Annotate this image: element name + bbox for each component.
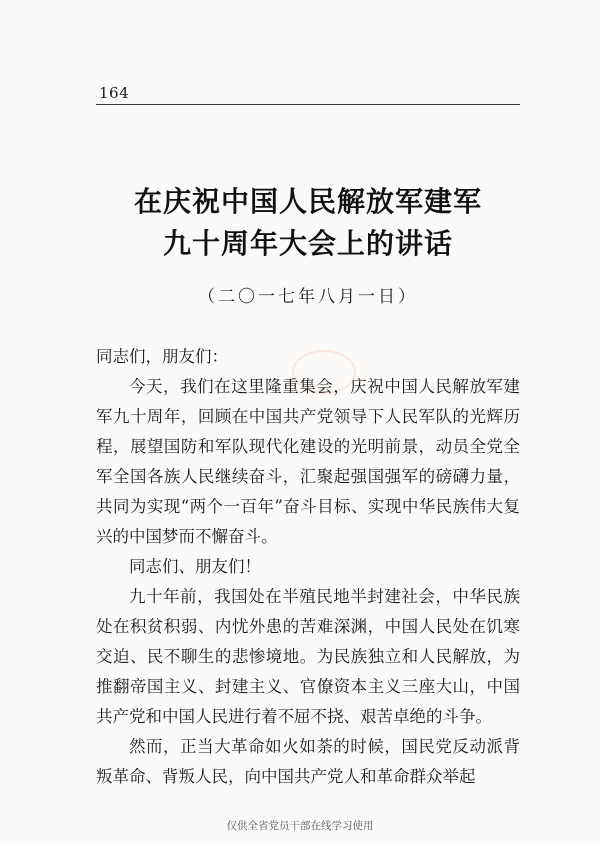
paragraph-3: 九十年前，我国处在半殖民地半封建社会，中华民族处在积贫积弱、内忧外患的苦难深渊，中国人民处在饥寒交迫、民不聊生的悲惨境地。为民族独立和人民解放，为推翻帝国主义、封建主义、官僚资本主义三座大山，中国共产党和中国人民进行着不屈不挠、艰苦卓绝的斗争。 — [96, 587, 520, 726]
speech-date: （二〇一七年八月一日） — [198, 287, 418, 307]
header-divider — [96, 104, 520, 105]
title-line-1: 在庆祝中国人民解放军建军 — [133, 185, 482, 218]
paragraph-2: 同志们、朋友们！ — [129, 557, 261, 576]
greeting: 同志们，朋友们： — [96, 347, 228, 366]
title-line-2: 九十周年大会上的讲话 — [162, 227, 453, 260]
footer-notice: 仅供全省党员干部在线学习使用 — [226, 820, 374, 832]
page-number: 164 — [99, 84, 130, 102]
paragraph-4: 然而，正当大革命如火如荼的时候，国民党反动派背叛革命、背叛人民，向中国共产党人和革命群众举起 — [96, 737, 520, 786]
paragraph-1: 今天，我们在这里隆重集会，庆祝中国人民解放军建军九十周年，回顾在中国共产党领导下人民军队的光辉历程，展望国防和军队现代化建设的光明前景，动员全党全军全国各族人民继续奋斗，汇聚起强国强军的磅礴力量，共同为实现“两个一百年”奋斗目标、实现中华民族伟大复兴的中国梦而不懈奋斗。 — [96, 377, 520, 546]
body-text — [96, 342, 520, 792]
